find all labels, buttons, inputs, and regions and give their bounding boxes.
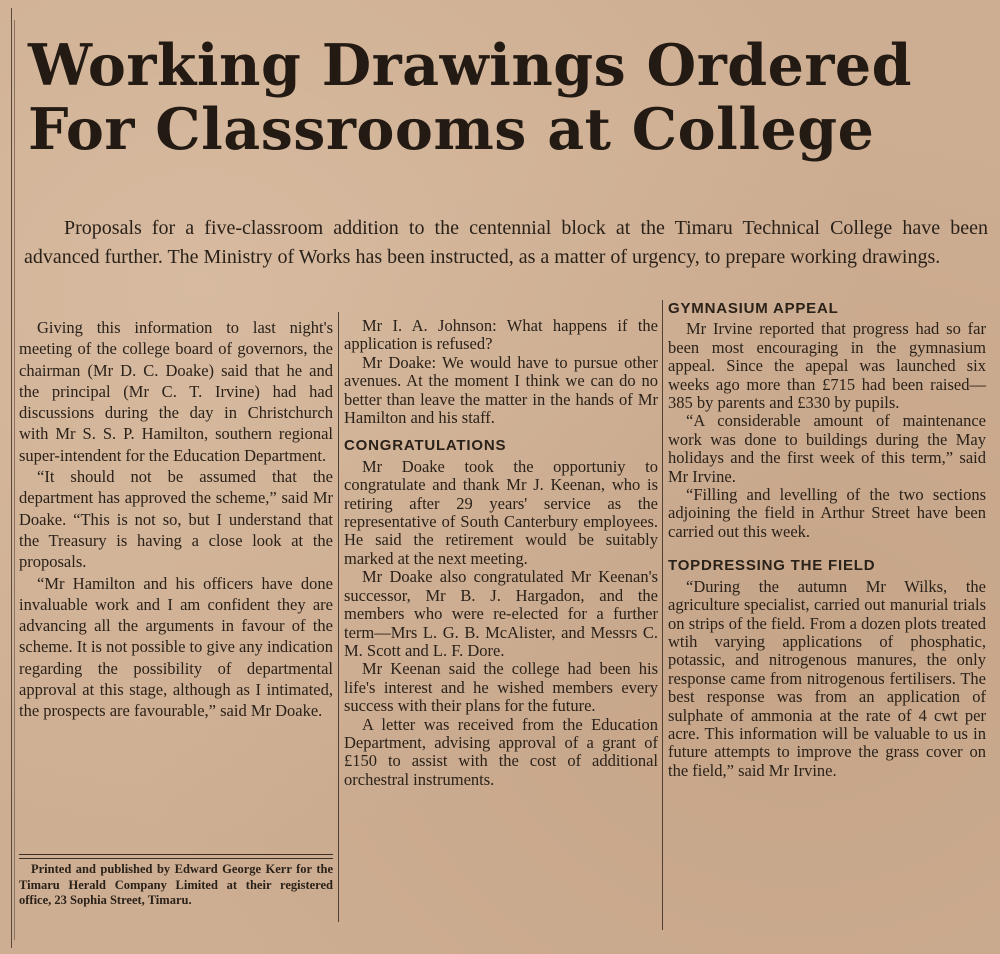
- lead-text: Proposals for a five-classroom addition to the centennial block at the Timaru Technical College have been advanced further. The Ministry of Works has been instructed, as a matter of urgency, to prepare working drawings.: [24, 217, 988, 268]
- column2-paragraph: Mr Doake took the opportuniy to congratulate and thank Mr J. Keenan, who is retiring after 29 years' service as the representative of South Canterbury employees. He said the retirement would be suitably marked at the next meeting.: [344, 456, 658, 568]
- column-divider: [338, 312, 339, 922]
- column1-paragraph: Giving this information to last night's meeting of the college board of governors, the chairman (Mr D. C. Doake) said that he and the principal (Mr C. T. Irvine) had had discussions during the day in Christchurch with Mr S. S. P. Hamilton, southern regional super-intendent for the Education Department.: [19, 318, 333, 465]
- imprint-notice: Printed and published by Edward George Kerr for the Timaru Herald Company Limited at their registered office, 23 Sophia Street, Timaru.: [19, 862, 333, 907]
- imprint-rule: [19, 858, 333, 859]
- column1-paragraph: “It should not be assumed that the department has approved the scheme,” said Mr Doake. “This is not so, but I understand that the Treasury is having a close look at the proposals.: [19, 467, 333, 572]
- left-edge-rule: [11, 8, 12, 948]
- lead-paragraph: [24, 214, 988, 272]
- column3-paragraph: Mr Irvine reported that progress had so far been most encouraging in the gymnasium appeal. Since the apepal was launched six weeks ago more than £715 had been raised—385 by parents and £330 by pupils.: [668, 319, 986, 413]
- column-3: [668, 300, 986, 780]
- imprint-rule: [19, 854, 333, 855]
- column2-paragraph: Mr Doake also congratulated Mr Keenan's successor, Mr B. J. Hargadon, and the members who were re-elected for a further term—Mrs L. G. B. McAlister, and Messrs C. M. Scott and L. F. Dore.: [344, 567, 658, 660]
- headline-line-1: Working Drawings Ordered: [28, 32, 913, 99]
- subhead-gymnasium-appeal: GYMNASIUM APPEAL: [668, 300, 839, 317]
- column2-paragraph: Mr Doake: We would have to pursue other avenues. At the moment I think we can do no better than leave the matter in the hands of Mr Hamilton and his staff.: [344, 352, 658, 428]
- column3-paragraph: “A considerable amount of maintenance work was done to buildings during the May holidays and the first week of this term,” said Mr Irvine.: [668, 411, 986, 486]
- left-edge-rule-inner: [14, 20, 15, 940]
- column-1: [19, 317, 333, 722]
- column-divider: [662, 300, 663, 930]
- column3-paragraph: “Filling and levelling of the two sections adjoining the field in Arthur Street have been carried out this week.: [668, 485, 986, 541]
- column2-paragraph: A letter was received from the Education Department, advising approval of a grant of £150 to assist with the cost of additional orchestral instruments.: [344, 714, 658, 789]
- column1-paragraph: “Mr Hamilton and his officers have done invaluable work and I am confident they are advancing all the arguments in favour of the scheme. It is not possible to give any indication regarding the possibility of departmental approval at this stage, although as I intimated, the prospects are favourable,” said Mr Doake.: [19, 573, 333, 721]
- headline-line-2: For Classrooms at College: [28, 96, 875, 163]
- column3-paragraph: “During the autumn Mr Wilks, the agriculture specialist, carried out manurial trials on strips of the field. From a dozen plots treated wtih varying applications of phosphatic, potassic, and nitrogenous manures, the only response came from nitrogenous fertilisers. The best response was from an application of sulphate of ammonia at the rate of 4 cwt per acre. This information will be valuable to us in future attempts to improve the grass cover on the field,” said Mr Irvine.: [668, 576, 986, 780]
- column-2: [344, 317, 658, 789]
- subhead-topdressing: TOPDRESSING THE FIELD: [668, 557, 876, 575]
- subhead-congratulations: CONGRATULATIONS: [344, 437, 507, 455]
- column2-paragraph: Mr I. A. Johnson: What happens if the application is refused?: [344, 316, 658, 354]
- column2-paragraph: Mr Keenan said the college had been his life's interest and he wished members every success with their plans for the future.: [344, 659, 658, 716]
- headline: [28, 34, 988, 162]
